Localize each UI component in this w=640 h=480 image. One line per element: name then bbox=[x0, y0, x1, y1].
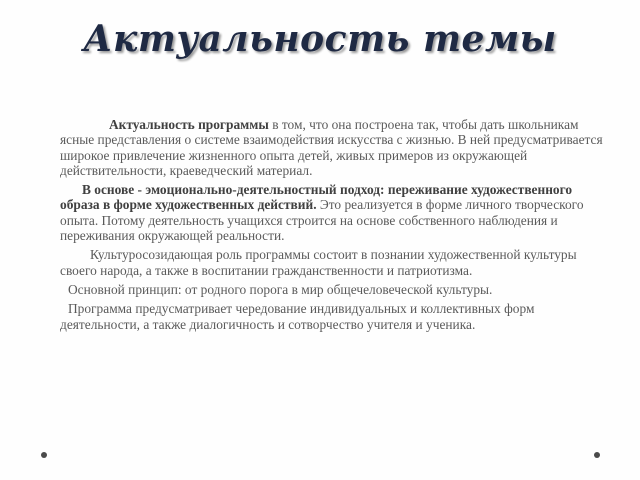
paragraph-main-principle-text: Основной принцип: от родного порога в мир общечеловеческой культуры. bbox=[68, 281, 493, 297]
corner-dot-right bbox=[594, 452, 600, 458]
paragraph-relevance bbox=[60, 117, 610, 178]
paragraph-basis-bold: В основе - эмоционально-деятельностный подход: переживание художественного образа в форме художественных действий. bbox=[60, 182, 573, 213]
paragraph-relevance-bold: Актуальность программы bbox=[109, 117, 269, 132]
paragraph-basis bbox=[60, 182, 610, 243]
paragraph-forms-text: Программа предусматривает чередование индивидуальных и коллективных форм деятельности, а также диалогичность и сотворчество учителя и ученика. bbox=[60, 301, 535, 332]
slide-title: Актуальность темы bbox=[83, 18, 557, 60]
paragraph-culture-role bbox=[60, 247, 610, 278]
paragraph-relevance-text: в том, что она построена так, чтобы дать школьникам ясные представления о системе взаимодействия искусства с жизнью. В ней предусматривается широкое привлечение жизненного опыта детей, живых примеров из окружающей действительности, краеведческий материал. bbox=[60, 117, 603, 178]
slide-body bbox=[60, 117, 610, 336]
corner-dot-left bbox=[41, 452, 47, 458]
paragraph-basis-text: Это реализуется в форме личного творческого опыта. Потому деятельность учащихся строится на основе собственного наблюдения и переживания окружающей реальности. bbox=[60, 197, 584, 244]
paragraph-main-principle bbox=[60, 282, 610, 297]
paragraph-culture-role-text: Культуросозидающая роль программы состоит в познании художественной культуры своего народа, а также в воспитании гражданственности и патриотизма. bbox=[60, 247, 577, 278]
paragraph-forms bbox=[60, 301, 610, 332]
